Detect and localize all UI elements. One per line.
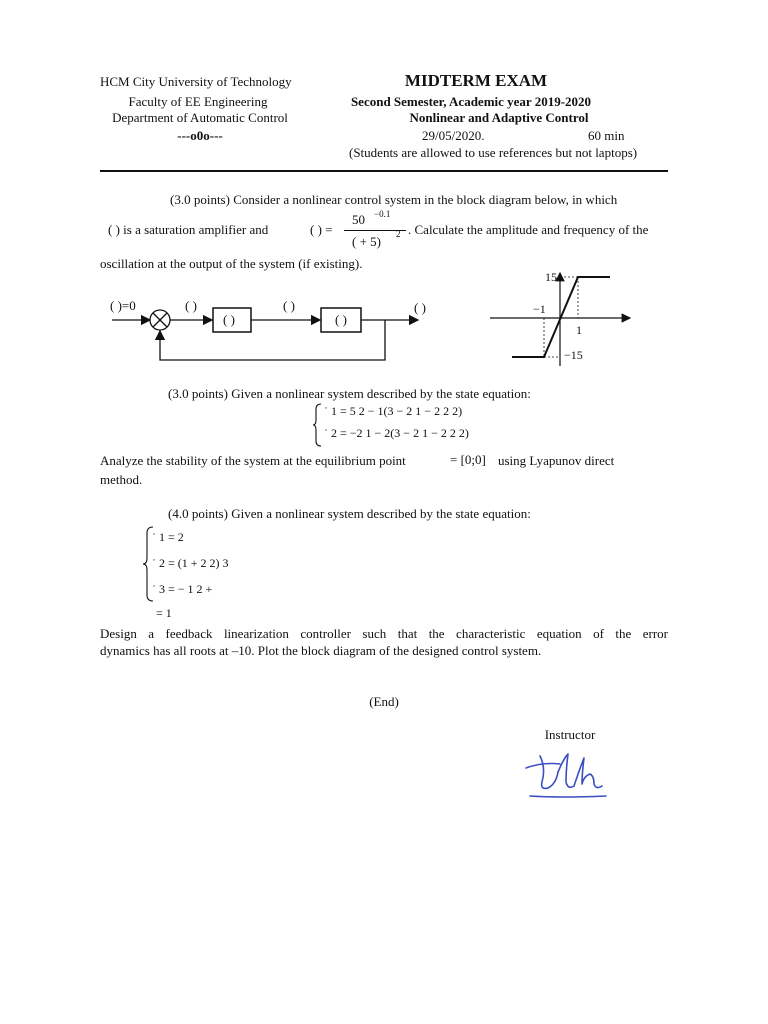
q1-block1-label: ( ) xyxy=(223,312,235,327)
q3-para-line1: Design a feedback linearization controller such that the characteristic equation of the error xyxy=(100,626,668,641)
department-name: Department of Automatic Control xyxy=(112,110,288,125)
sat-label-15: 15 xyxy=(545,270,557,284)
end-marker: (End) xyxy=(369,694,399,709)
exam-duration: 60 min xyxy=(588,128,625,143)
q1-tf-denominator-exp: 2 xyxy=(396,229,401,239)
q3-eq1: ˙ 1 = 2 xyxy=(152,530,184,544)
sat-label-minus15: −15 xyxy=(564,348,583,362)
instructor-signature xyxy=(520,748,616,808)
q3-eq4: = 1 xyxy=(156,606,172,620)
q1-tf-numerator: 50 xyxy=(352,212,365,227)
sat-curve xyxy=(512,277,610,357)
q1-signal-e: ( ) xyxy=(185,298,197,313)
q1-tf-denominator: ( + 5) xyxy=(352,234,381,249)
q1-input-label: ( )=0 xyxy=(110,298,136,313)
q1-line2-tail: . Calculate the amplitude and frequency of the xyxy=(408,222,649,237)
q2-text-c: method. xyxy=(100,472,143,487)
q1-block2-label: ( ) xyxy=(335,312,347,327)
q3-eq2: ˙ 2 = (1 + 2 2) 3 xyxy=(152,556,229,570)
sat-label-minus1: −1 xyxy=(533,302,546,316)
header-separator: ---o0o--- xyxy=(177,128,223,143)
q1-signal-y: ( ) xyxy=(414,300,426,315)
q2-brace xyxy=(312,403,322,447)
q3-para-line2: dynamics has all roots at –10. Plot the block diagram of the designed control system. xyxy=(100,643,542,658)
sat-label-1: 1 xyxy=(576,323,582,337)
header-divider xyxy=(100,170,668,172)
exam-note: (Students are allowed to use references but not laptops) xyxy=(349,145,638,160)
q2-eq-point: = [0;0] xyxy=(450,452,486,467)
instructor-label: Instructor xyxy=(544,727,596,742)
university-name: HCM City University of Technology xyxy=(100,74,292,89)
q2-text-b: using Lyapunov direct xyxy=(498,453,615,468)
q1-tf-lhs: ( ) = xyxy=(310,222,333,237)
q3-eq3: ˙ 3 = − 1 2 + xyxy=(152,582,213,596)
q1-line3: oscillation at the output of the system (if existing). xyxy=(100,256,363,271)
q2-text-a: Analyze the stability of the system at the equilibrium point xyxy=(100,453,406,468)
q1-block-diagram xyxy=(100,290,440,370)
exam-date: 29/05/2020. xyxy=(422,128,485,143)
semester-line: Second Semester, Academic year 2019-2020 xyxy=(350,94,592,109)
exam-title: MIDTERM EXAM xyxy=(404,71,548,90)
q2-eq2: ˙ 2 = −2 1 − 2(3 − 2 1 − 2 2 2) xyxy=(324,426,469,440)
q1-signal-u: ( ) xyxy=(283,298,295,313)
q3-intro: (4.0 points) Given a nonlinear system described by the state equation: xyxy=(168,506,531,521)
q1-saturation-text: ( ) is a saturation amplifier and xyxy=(108,222,269,237)
q1-saturation-plot xyxy=(486,270,636,370)
faculty-name: Faculty of EE Engineering xyxy=(128,94,268,109)
q2-intro: (3.0 points) Given a nonlinear system described by the state equation: xyxy=(168,386,531,401)
q1-line1: (3.0 points) Consider a nonlinear control system in the block diagram below, in which xyxy=(170,192,618,207)
q1-tf-numerator-exp: −0.1 xyxy=(374,209,391,219)
course-name: Nonlinear and Adaptive Control xyxy=(409,110,589,125)
q2-eq1: ˙ 1 = 5 2 − 1(3 − 2 1 − 2 2 2) xyxy=(324,404,463,418)
